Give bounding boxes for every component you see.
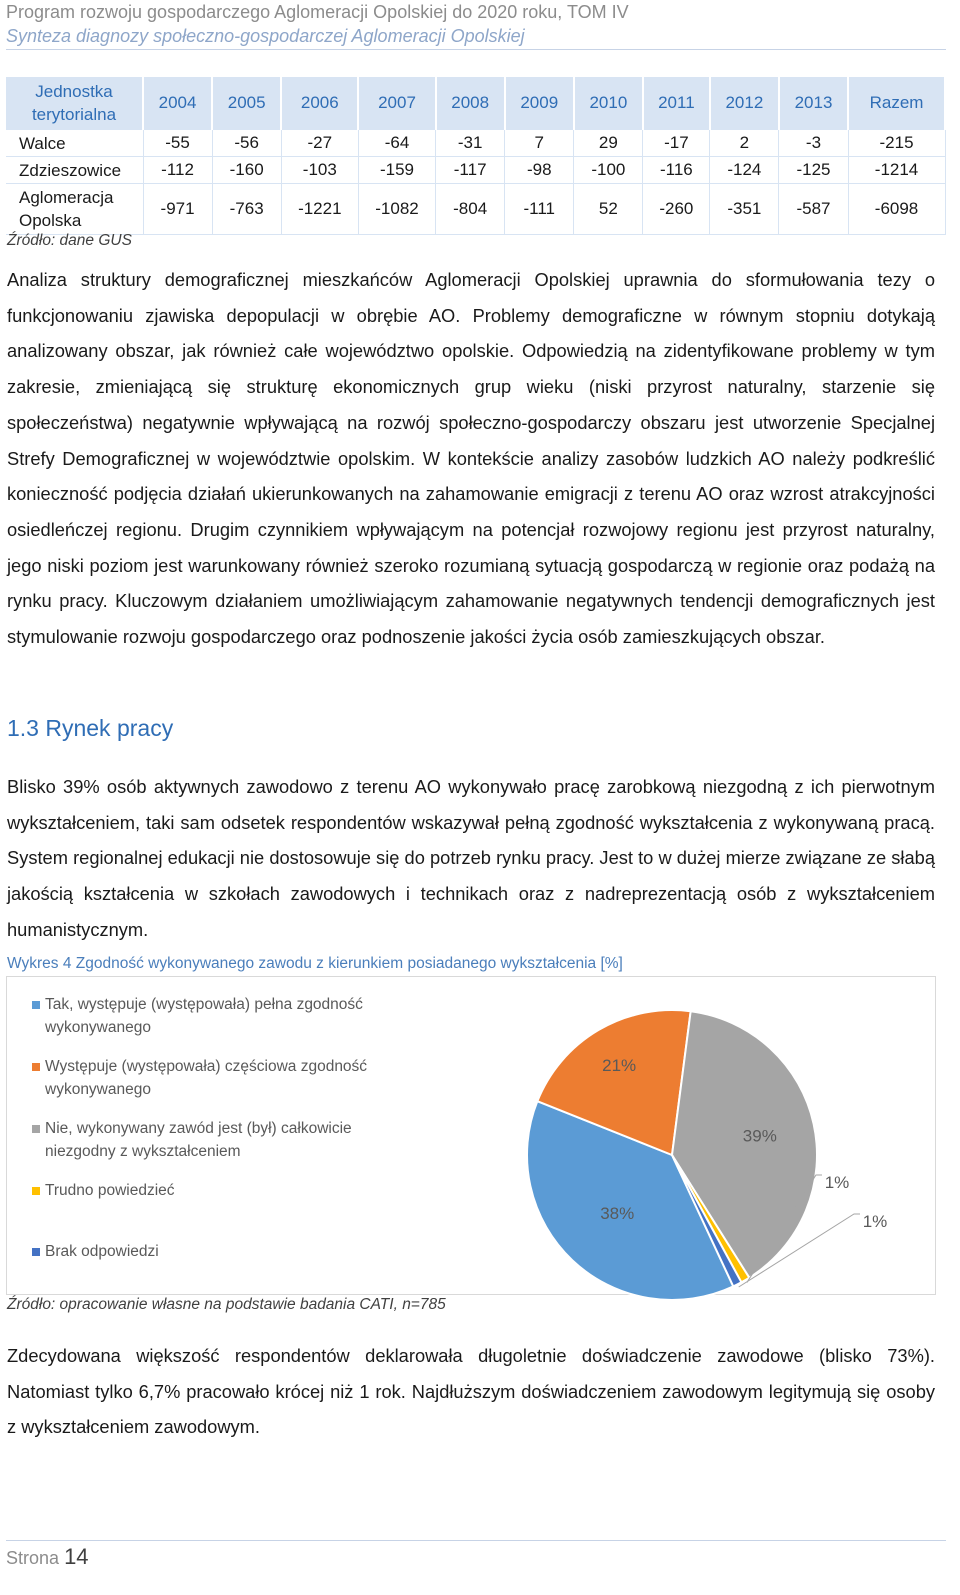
table-cell: -64 [358, 130, 435, 157]
document-title: Program rozwoju gospodarczego Aglomeracji Opolskiej do 2020 roku, TOM IV [6, 2, 629, 22]
legend-label: Nie, wykonywany zawód jest (był) całkowicie niezgodny z wykształceniem [45, 1120, 352, 1160]
table-cell: -27 [281, 130, 358, 157]
table-cell: -125 [779, 157, 848, 184]
table-cell: -351 [710, 184, 779, 235]
table-header-cell: Razem [848, 77, 945, 130]
figure-source: Źródło: opracowanie własne na podstawie badania CATI, n=785 [7, 1296, 446, 1313]
table-cell: -160 [212, 157, 281, 184]
row-name: Aglomeracja Opolska [6, 184, 143, 235]
table-cell: -98 [505, 157, 574, 184]
table-cell: -117 [436, 157, 505, 184]
pie-data-label: 38% [600, 1203, 635, 1223]
pie-slices [527, 1010, 817, 1300]
table-cell: -1221 [281, 184, 358, 235]
table-source: Źródło: dane GUS [7, 232, 132, 249]
table-cell: -17 [643, 130, 710, 157]
row-name: Walce [6, 130, 143, 157]
table-cell: -116 [643, 157, 710, 184]
table-cell: -260 [643, 184, 710, 235]
table-cell: -31 [436, 130, 505, 157]
row-name: Zdzieszowice [6, 157, 143, 184]
table-header-cell: 2011 [643, 77, 710, 130]
pie-data-label: 21% [602, 1055, 637, 1075]
table-header-cell: 2010 [574, 77, 643, 130]
page-label: Strona [6, 1548, 60, 1568]
table-cell: -103 [281, 157, 358, 184]
section-title: 1.3 Rynek pracy [7, 715, 174, 741]
table-cell: 2 [710, 130, 779, 157]
page-footer [6, 1544, 89, 1570]
legend-label: Brak odpowiedzi [45, 1243, 159, 1260]
table-cell: -1214 [848, 157, 945, 184]
footer-divider [6, 1540, 946, 1541]
table-cell: -111 [505, 184, 574, 235]
table-cell: -124 [710, 157, 779, 184]
table-cell: 52 [574, 184, 643, 235]
legend-label: Występuje (występowała) częściowa zgodność wykonywanego [45, 1058, 368, 1098]
paragraph-experience: Zdecydowana większość respondentów deklarowała długoletnie doświadczenie zawodowe (blisko 73%). Natomiast tylko 6,7% pracowało krócej niż 1 rok. Najdłuższym doświadczeniem zawodowym legitymują się osoby z wykształceniem zawodowym. [7, 1345, 935, 1438]
table-cell: -55 [143, 130, 212, 157]
table-cell: -100 [574, 157, 643, 184]
table-cell: -6098 [848, 184, 945, 235]
table-cell: -56 [212, 130, 281, 157]
table-header-cell: Jednostka terytorialna [6, 77, 143, 130]
document-subtitle: Synteza diagnozy społeczno-gospodarczej Aglomeracji Opolskiej [6, 26, 525, 46]
table-cell: -159 [358, 157, 435, 184]
table-cell: -112 [143, 157, 212, 184]
table-header-cell: 2005 [212, 77, 281, 130]
table-header-cell: 2009 [505, 77, 574, 130]
table-header-cell: 2012 [710, 77, 779, 130]
paragraph-demography: Analiza struktury demograficznej mieszkańców Aglomeracji Opolskiej uprawnia do sformułowania tezy o funkcjonowaniu zjawiska depopulacji w obrębie AO. Problemy demograficzne w równym stopniu dotykają analizowany obszar, jak również całe województwo opolskie. Odpowiedzią na zidentyfikowane problemy w tym zakresie, zmieniającą się strukturę ekonomicznych grup wieku (niski przyrost naturalny, starzenie się społeczeństwa) negatywnie wpływającą na rozwój społeczno-gospodarczy obszaru jest utworzenie Specjalnej Strefy Demograficznej w województwie opolskim. W kontekście analizy zasobów ludzkich AO należy podkreślić konieczność podjęcia działań ukierunkowanych na zahamowanie emigracji z terenu AO oraz wzrost atrakcyjności osiedleńczej regionu. Drugim czynnikiem wpływającym na potencjał rozwojowy regionu jest przyrost naturalny, jego niski poziom jest warunkowany również szeroko rozumianą sytuacją gospodarczą w regionie oraz podażą na rynku pracy. Kluczowym działaniem umożliwiającym zahamowanie negatywnych tendencji demograficznych jest stymulowanie rozwoju gospodarczego oraz podnoszenie jakości życia osób zamieszkujących obszar. [7, 269, 935, 648]
table-cell: -763 [212, 184, 281, 235]
legend-label: Tak, występuje (występowała) pełna zgodność wykonywanego [45, 996, 363, 1036]
table-header-cell: 2013 [779, 77, 848, 130]
legend-label: Trudno powiedzieć [45, 1182, 175, 1199]
table-cell: -587 [779, 184, 848, 235]
table-cell: -1082 [358, 184, 435, 235]
table-cell: -3 [779, 130, 848, 157]
table-cell: -804 [436, 184, 505, 235]
pie-data-label: 39% [742, 1126, 777, 1146]
page-number: 14 [64, 1544, 89, 1569]
table-header-cell: 2004 [143, 77, 212, 130]
table-cell: -971 [143, 184, 212, 235]
table-cell: 29 [574, 130, 643, 157]
table-cell: -215 [848, 130, 945, 157]
pie-data-label: 1% [824, 1173, 850, 1192]
table-header-cell: 2006 [281, 77, 358, 130]
table-cell: 7 [505, 130, 574, 157]
figure-caption: Wykres 4 Zgodność wykonywanego zawodu z kierunkiem posiadanego wykształcenia [%] [7, 955, 623, 972]
table-header-cell: 2007 [358, 77, 435, 130]
table-header-cell: 2008 [436, 77, 505, 130]
pie-data-label: 1% [862, 1212, 888, 1231]
paragraph-labour-market: Blisko 39% osób aktywnych zawodowo z terenu AO wykonywało pracę zarobkową niezgodną z ich pierwotnym wykształceniem, taki sam odsetek respondentów wskazywał pełną zgodność wykształcenia z wykonywaną pracą. System regionalnej edukacji nie dostosowuje się do potrzeb rynku pracy. Jest to w dużej mierze związane ze słabą jakością kształcenia w szkołach zawodowych i technikach oraz z nadreprezentacją osób z wykształceniem humanistycznym. [7, 776, 935, 940]
